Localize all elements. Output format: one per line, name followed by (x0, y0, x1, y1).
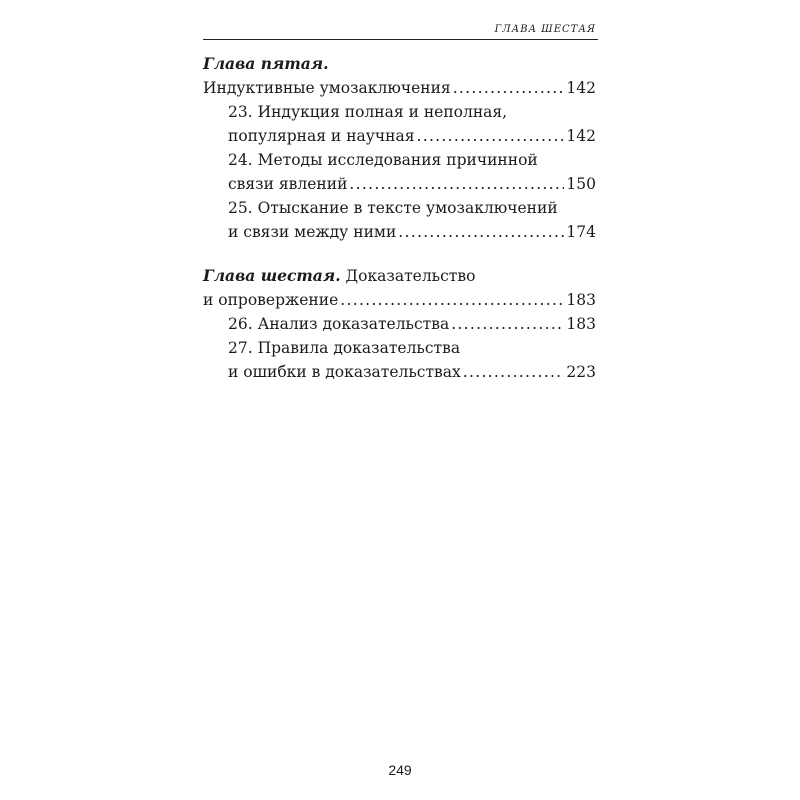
chapter-5-title-line (203, 52, 596, 76)
section-27-line-1 (203, 336, 596, 360)
section-24-line-1 (203, 148, 596, 172)
dot-leader (463, 360, 565, 384)
section-27-line-2 (203, 360, 596, 384)
section-25-title-cont: и связи между ними (228, 223, 397, 241)
section-26-line (203, 312, 596, 336)
section-25-line-1 (203, 196, 596, 220)
dot-leader (398, 220, 564, 244)
chapter-6-title-line (203, 264, 596, 288)
section-24-title: 24. Методы исследования причинной (228, 151, 538, 169)
page-number: 249 (388, 762, 412, 778)
dot-leader (349, 172, 564, 196)
section-23-title-cont: популярная и научная (228, 127, 415, 145)
section-23-line-1 (203, 100, 596, 124)
chapter-6-name-cont: и опровержение (203, 291, 339, 309)
chapter-5-page: 142 (566, 79, 596, 97)
section-25-title: 25. Отыскание в тексте умозаключений (228, 199, 558, 217)
dot-leader (451, 312, 564, 336)
table-of-contents (203, 52, 596, 384)
dot-leader (340, 288, 564, 312)
running-head-text: ГЛАВА ШЕСТАЯ (494, 24, 596, 35)
section-26-page: 183 (566, 315, 596, 333)
chapter-5-name: Индуктивные умозаключения (203, 79, 451, 97)
dot-leader (453, 76, 565, 100)
chapter-gap (203, 244, 596, 264)
section-25-line-2 (203, 220, 596, 244)
chapter-6-entry (203, 288, 596, 312)
section-24-line-2 (203, 172, 596, 196)
section-27-page: 223 (566, 363, 596, 381)
chapter-5-title: Глава пятая. (203, 54, 329, 73)
dot-leader (416, 124, 564, 148)
section-23-title: 23. Индукция полная и неполная, (228, 103, 508, 121)
chapter-6-page: 183 (566, 291, 596, 309)
chapter-5-entry (203, 76, 596, 100)
section-23-line-2 (203, 124, 596, 148)
chapter-6-name: Доказательство (345, 267, 476, 285)
section-23-page: 142 (566, 127, 596, 145)
section-24-title-cont: связи явлений (228, 175, 348, 193)
section-27-title-cont: и ошибки в доказательствах (228, 363, 461, 381)
section-25-page: 174 (566, 223, 596, 241)
running-head (203, 24, 598, 40)
section-26-title: 26. Анализ доказательства (228, 315, 450, 333)
section-27-title: 27. Правила доказательства (228, 339, 461, 357)
chapter-6-title: Глава шестая. (203, 266, 341, 285)
section-24-page: 150 (566, 175, 596, 193)
